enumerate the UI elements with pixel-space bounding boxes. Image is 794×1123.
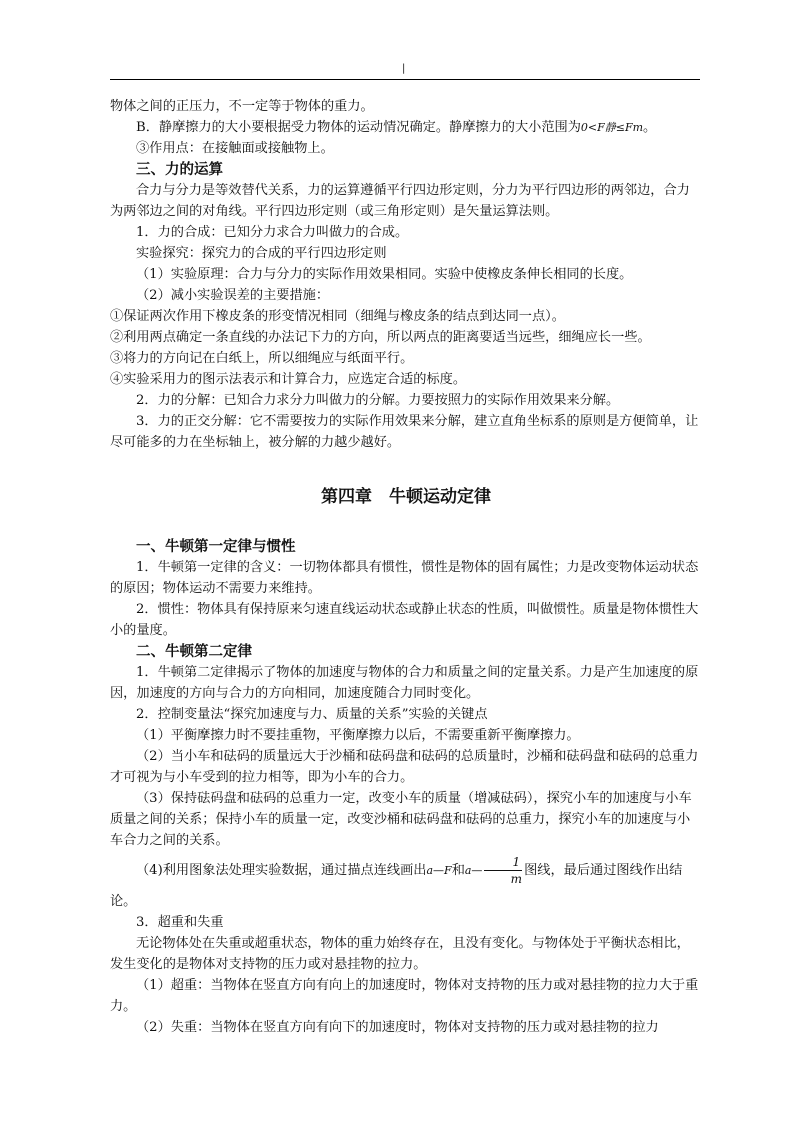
paragraph: 实验探究：探究力的合成的平行四边形定则 [136, 246, 387, 261]
paragraph: ③作用点：在接触面或接触物上。 [136, 141, 334, 156]
fraction-denominator: m [510, 872, 522, 886]
paragraph: 合力与分力是等效替代关系，力的运算遵循平行四边形定则，分力为平行四边形的两邻边，合力为两邻边之间的对角线。平行四边形定则（或三角形定则）是矢量运算法则。 [110, 183, 690, 219]
paragraph: （2）失重：当物体在竖直方向有向下的加速度时，物体对支持物的压力或对悬挂物的拉力 [136, 1020, 659, 1035]
paragraph: 无论物体处在失重或超重状态，物体的重力始终存在，且没有变化。与物体处于平衡状态相比，发生变化的是物体对支持物的压力或对悬挂物的拉力。 [110, 936, 690, 972]
paragraph: 物体之间的正压力，不一定等于物体的重力。 [110, 99, 374, 114]
paragraph: 3．超重和失重 [136, 915, 224, 930]
list-item: ①保证两次作用下橡皮条的形变情况相同（细绳与橡皮条的结点到达同一点）。 [110, 309, 565, 324]
text: 图线，最后通过图线作出结论。 [110, 863, 683, 909]
paragraph: （1）平衡摩擦力时不要挂重物，平衡摩擦力以后，不需要重新平衡摩擦力。 [136, 728, 580, 743]
friction-range-formula: 0<F静≤Fm [580, 121, 644, 134]
fraction-numerator: 1 [484, 854, 522, 871]
chapter-title: 第四章 牛顿运动定律 [321, 487, 491, 507]
paragraph: 2．力的分解：已知合力求分力叫做力的分解。力要按照力的实际作用效果来分解。 [136, 393, 620, 408]
page-content [110, 96, 702, 1038]
paragraph: 2．惯性：物体具有保持原来匀速直线运动状态或静止状态的性质，叫做惯性。质量是物体惯性大小的量度。 [110, 602, 699, 638]
section-heading: 三、力的运算 [136, 161, 223, 178]
a-F-formula: a—F [426, 864, 452, 877]
paragraph: 1．牛顿第一定律的含义：一切物体都具有惯性，惯性是物体的固有属性；力是改变物体运动状态的原因；物体运动不需要力来维持。 [110, 560, 699, 596]
text: B．静摩擦力的大小要根据受力物体的运动情况确定。静摩擦力的大小范围为 [136, 120, 581, 135]
paragraph: 1．牛顿第二定律揭示了物体的加速度与物体的合力和质量之间的定量关系。力是产生加速度的原因，加速度的方向与合力的方向相同，加速度随合力同时变化。 [110, 665, 699, 701]
a-inverse-m-formula: a— [464, 864, 483, 877]
list-item: ②利用两点确定一条直线的办法记下力的方向，所以两点的距离要适当远些，细绳应长一些。 [110, 330, 651, 345]
header-rule [110, 79, 700, 80]
paragraph: （1）超重：当物体在竖直方向有向上的加速度时，物体对支持物的压力或对悬挂物的拉力大于重力。 [110, 978, 699, 1014]
fraction [484, 854, 522, 887]
list-item: ③将力的方向记在白纸上，所以细绳应与纸面平行。 [110, 351, 414, 366]
paragraph: （2）减小实验误差的主要措施： [136, 288, 330, 303]
section-heading: 一、牛顿第一定律与惯性 [136, 538, 296, 555]
list-item: ④实验采用力的图示法表示和计算合力，应选定合适的标度。 [110, 372, 467, 387]
section-heading: 二、牛顿第二定律 [136, 643, 252, 660]
paragraph: 2．控制变量法“探究加速度与力、质量的关系”实验的关键点 [136, 707, 488, 722]
paragraph: （1）实验原理：合力与分力的实际作用效果相同。实验中使橡皮条伸长相同的长度。 [136, 267, 633, 282]
paragraph-graph-method [110, 851, 702, 912]
paragraph: （3）保持砝码盘和砝码的总重力一定，改变小车的质量（增减砝码），探究小车的加速度与小车质量之间的关系；保持小车的质量一定，改变沙桶和砝码盘和砝码的总重力，探究小车的加速度与小车合力之间的关系。 [110, 791, 692, 848]
paragraph: 3．力的正交分解：它不需要按力的实际作用效果来分解，建立直角坐标系的原则是方便简单，让尽可能多的力在坐标轴上，被分解的力越少越好。 [110, 414, 699, 450]
paragraph-static-friction [110, 117, 702, 138]
text: （4)利用图象法处理实验数据，通过描点连线画出 [136, 863, 427, 878]
paragraph: 1．力的合成：已知分力求合力叫做力的合成。 [136, 225, 409, 240]
paragraph: （2）当小车和砝码的质量远大于沙桶和砝码盘和砝码的总质量时，沙桶和砝码盘和砝码的总重力才可视为与小车受到的拉力相等，即为小车的合力。 [110, 749, 699, 785]
header-mark: | [402, 63, 406, 74]
text: 和 [451, 863, 465, 878]
text: 。 [643, 120, 657, 135]
